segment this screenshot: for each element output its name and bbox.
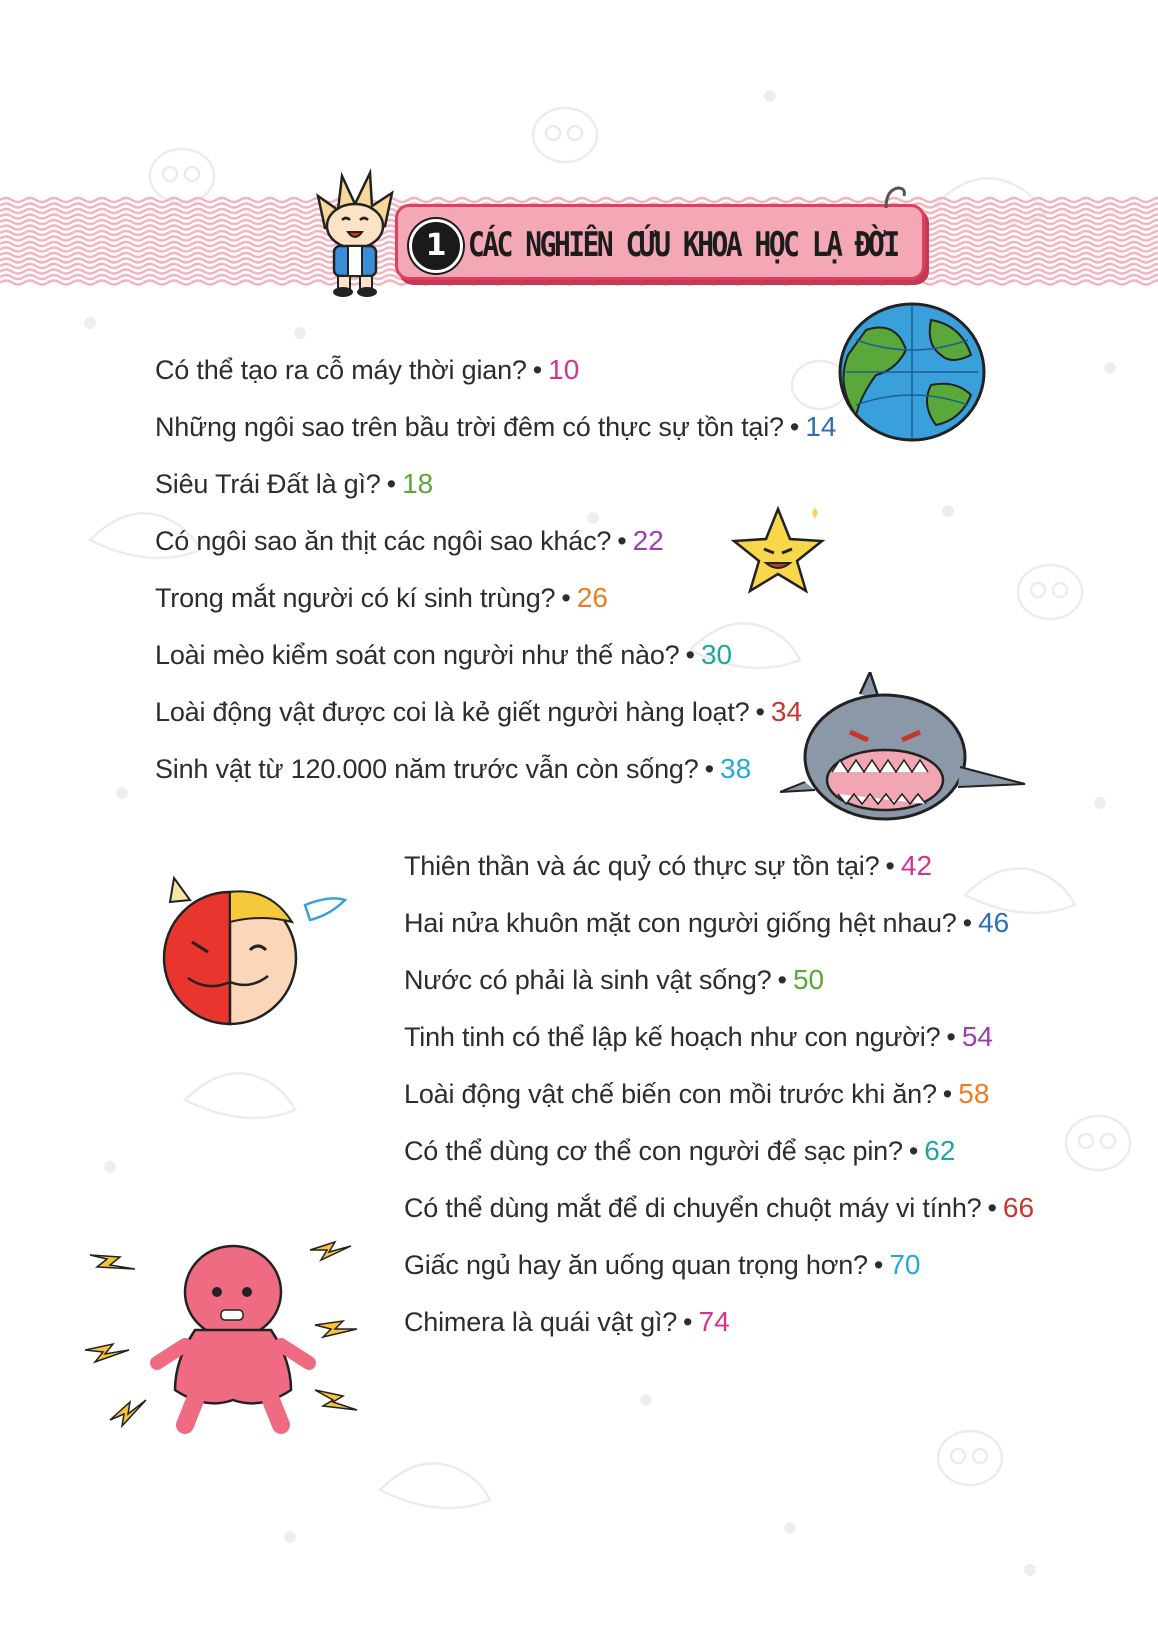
toc-question: Chimera là quái vật gì?	[404, 1307, 678, 1337]
toc-separator: •	[561, 583, 571, 613]
toc-separator: •	[532, 355, 543, 385]
angel-devil-face-icon	[150, 870, 350, 1030]
toc-page-number: 58	[958, 1078, 990, 1109]
toc-entry[interactable]	[404, 850, 1034, 907]
toc-page-number: 42	[900, 850, 933, 881]
toc-separator: •	[885, 851, 895, 881]
toc-page-number: 46	[978, 907, 1010, 938]
toc-question: Những ngôi sao trên bầu trời đêm có thực sự tồn tại?	[155, 412, 784, 442]
toc-entry[interactable]	[404, 907, 1034, 964]
toc-list-1	[155, 354, 836, 810]
toc-separator: •	[386, 469, 397, 499]
toc-question: Thiên thần và ác quỷ có thực sự tồn tại?	[404, 851, 880, 881]
toc-separator: •	[789, 412, 800, 442]
toc-entry[interactable]	[155, 639, 836, 696]
toc-question: Loài mèo kiểm soát con người như thế nào?	[155, 640, 680, 670]
toc-separator: •	[908, 1136, 919, 1166]
toc-separator: •	[755, 697, 765, 727]
toc-question: Có ngôi sao ăn thịt các ngôi sao khác?	[155, 526, 612, 556]
toc-separator: •	[704, 754, 715, 784]
toc-separator: •	[987, 1193, 997, 1223]
toc-page-number: 38	[720, 753, 752, 784]
toc-entry[interactable]	[404, 1135, 1034, 1192]
toc-page-number: 18	[402, 468, 434, 499]
toc-separator: •	[962, 908, 973, 938]
curl-doodle-icon	[880, 178, 910, 218]
toc-entry[interactable]	[155, 696, 836, 753]
toc-question: Sinh vật từ 120.000 năm trước vẫn còn sống?	[155, 754, 699, 784]
toc-page-number: 26	[576, 582, 608, 613]
toc-page-number: 70	[889, 1249, 921, 1280]
toc-entry[interactable]	[155, 582, 836, 639]
toc-entry[interactable]	[404, 964, 1034, 1021]
toc-question: Trong mắt người có kí sinh trùng?	[155, 583, 556, 613]
toc-list-2	[404, 850, 1034, 1363]
toc-entry[interactable]	[404, 1021, 1034, 1078]
toc-entry[interactable]	[404, 1078, 1034, 1135]
toc-entry[interactable]	[155, 468, 836, 525]
toc-separator: •	[617, 526, 627, 556]
toc-separator: •	[942, 1079, 953, 1109]
toc-question: Nước có phải là sinh vật sống?	[404, 965, 772, 995]
toc-question: Giấc ngủ hay ăn uống quan trọng hơn?	[404, 1250, 868, 1280]
toc-separator: •	[683, 1307, 693, 1337]
toc-separator: •	[777, 965, 787, 995]
toc-page-number: 14	[805, 411, 837, 442]
toc-question: Tinh tinh có thể lập kế hoạch như con người?	[404, 1022, 941, 1052]
toc-entry[interactable]	[155, 411, 836, 468]
toc-question: Có thể dùng cơ thể con người để sạc pin?	[404, 1136, 903, 1166]
toc-page-number: 50	[792, 964, 825, 995]
toc-separator: •	[946, 1022, 956, 1052]
toc-entry[interactable]	[404, 1192, 1034, 1249]
toc-question: Siêu Trái Đất là gì?	[155, 469, 381, 499]
toc-question: Hai nửa khuôn mặt con người giống hệt nhau?	[404, 908, 957, 938]
toc-separator: •	[685, 640, 695, 670]
mascot-boy-icon	[310, 168, 400, 298]
toc-question: Có thể dùng mắt để di chuyển chuột máy vi tính?	[404, 1193, 982, 1223]
toc-page-number: 62	[924, 1135, 956, 1166]
chapter-number: 1	[409, 219, 463, 273]
toc-entry[interactable]	[155, 753, 836, 810]
toc-question: Có thể tạo ra cỗ máy thời gian?	[155, 355, 527, 385]
toc-page-number: 10	[548, 354, 580, 385]
toc-entry[interactable]	[155, 525, 836, 582]
toc-page-number: 22	[632, 525, 664, 556]
toc-entry[interactable]	[404, 1249, 1034, 1306]
toc-page-number: 34	[770, 696, 803, 727]
toc-entry[interactable]	[155, 354, 836, 411]
globe-icon	[836, 300, 991, 445]
toc-page-number: 30	[700, 639, 733, 670]
toc-separator: •	[873, 1250, 884, 1280]
chapter-title: CÁC NGHIÊN CỨU KHOA HỌC LẠ ĐỜI	[468, 225, 898, 265]
pink-creature-icon	[85, 1230, 385, 1440]
toc-page-number: 54	[961, 1021, 994, 1052]
toc-question: Loài động vật chế biến con mồi trước khi ăn?	[404, 1079, 937, 1109]
toc-page-number: 66	[1002, 1192, 1035, 1223]
toc-entry[interactable]	[404, 1306, 1034, 1363]
toc-question: Loài động vật được coi là kẻ giết người hàng loạt?	[155, 697, 750, 727]
toc-page-number: 74	[698, 1306, 730, 1337]
